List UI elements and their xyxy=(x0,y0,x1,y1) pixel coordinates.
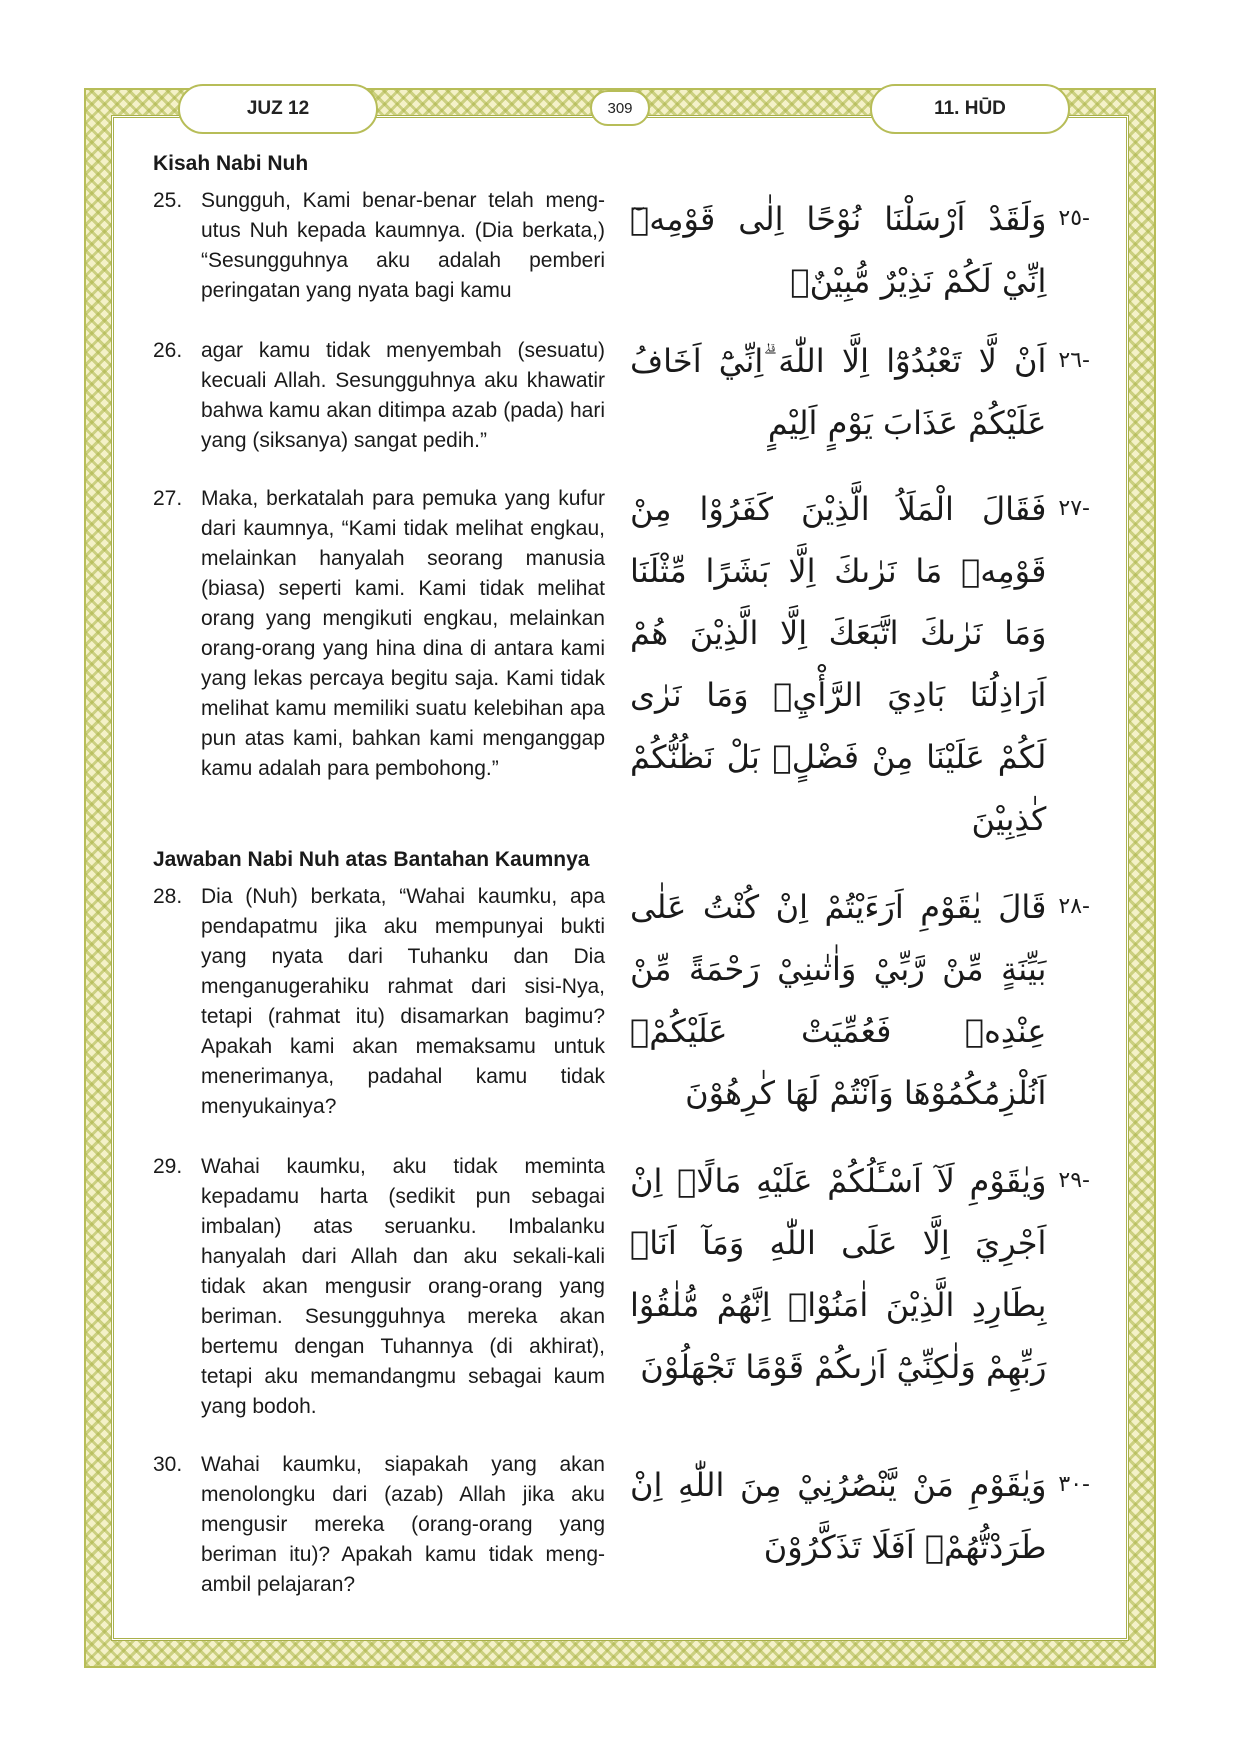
verse-number: 27. xyxy=(153,487,183,510)
verse-number: 28. xyxy=(153,885,183,908)
arabic-verse-text: وَيٰقَوْمِ مَنْ يَّنْصُرُنِيْ مِنَ اللّٰهِ اِنْ طَرَدْتُّهُمْۗ اَفَلَا تَذَكَّرُوْنَ xyxy=(630,1466,1047,1566)
arabic-verse-29 xyxy=(630,1150,1090,1398)
translation-verse-30 xyxy=(153,1450,605,1600)
arabic-verse-number: -٢٨ xyxy=(1058,894,1090,919)
surah-label: 11. HŪD xyxy=(870,84,1070,134)
section-heading-jawaban-nabi-nuh: Jawaban Nabi Nuh atas Bantahan Kaumnya xyxy=(153,848,590,871)
translation-verse-28 xyxy=(153,882,605,1122)
translation-verse-25 xyxy=(153,186,605,306)
arabic-verse-number: -٢٦ xyxy=(1058,348,1090,373)
verse-translation: Maka, berkatalah para pemuka yang kufur dari kaumnya, “Kami tidak melihat engkau, melainkan hanyalah seorang manusia (biasa) seperti kami. Kami tidak melihat orang yang mengikuti engkau, melainkan orang-orang yang hina dina di antara kami yang lekas percaya begitu saja. Kami tidak melihat kamu memiliki suatu kelebihan apa pun atas kami, bahkan kami menganggap kamu adalah para pembohong.” xyxy=(201,487,605,780)
arabic-verse-text: فَقَالَ الْمَلَاُ الَّذِيْنَ كَفَرُوْا مِنْ قَوْمِهٖ مَا نَرٰىكَ اِلَّا بَشَرًا مِّثْلَنَا وَمَا نَرٰىكَ اتَّبَعَكَ اِلَّا الَّذِيْنَ هُمْ اَرَاذِلُنَا بَادِيَ الرَّأْيِۚ وَمَا نَرٰى لَكُمْ عَلَيْنَا مِنْ فَضْلٍۢ بَلْ نَظُنُّكُمْ كٰذِبِيْنَ xyxy=(630,490,1047,838)
verse-translation: Wahai kaumku, siapakah yang akan menolongku dari (azab) Allah jika aku mengusir mereka (orang-orang yang beriman itu)? Apakah kamu tidak meng-ambil pelajaran? xyxy=(201,1453,605,1596)
verse-number: 30. xyxy=(153,1453,183,1476)
arabic-verse-30 xyxy=(630,1454,1090,1578)
arabic-verse-text: وَلَقَدْ اَرْسَلْنَا نُوْحًا اِلٰى قَوْمِهٖٓ اِنِّيْ لَكُمْ نَذِيْرٌ مُّبِيْنٌۙ xyxy=(630,200,1047,300)
verse-translation: Dia (Nuh) berkata, “Wahai kaumku, apa pendapatmu jika aku mempunyai bukti yang nyata dari Tuhanku dan Dia menganugerahiku rahmat dari sisi-Nya, tetapi (rahmat itu) disamarkan bagimu? Apakah kami akan memaksamu untuk menerimanya, padahal kamu tidak menyukainya? xyxy=(201,885,605,1118)
translation-verse-27 xyxy=(153,484,605,784)
arabic-verse-27 xyxy=(630,478,1090,850)
translation-verse-29 xyxy=(153,1152,605,1422)
arabic-verse-number: -٢٩ xyxy=(1058,1168,1090,1193)
page-number: 309 xyxy=(590,90,650,126)
translation-verse-26 xyxy=(153,336,605,456)
verse-number: 26. xyxy=(153,339,183,362)
arabic-verse-text: قَالَ يٰقَوْمِ اَرَءَيْتُمْ اِنْ كُنْتُ عَلٰى بَيِّنَةٍ مِّنْ رَّبِّيْ وَاٰتٰىنِيْ رَحْمَةً مِّنْ عِنْدِهٖ فَعُمِّيَتْ عَلَيْكُمْۗ اَنُلْزِمُكُمُوْهَا وَاَنْتُمْ لَهَا كٰرِهُوْنَ xyxy=(630,888,1047,1112)
juz-label: JUZ 12 xyxy=(178,84,378,134)
verse-number: 29. xyxy=(153,1155,183,1178)
arabic-verse-26 xyxy=(630,330,1090,454)
arabic-verse-text: اَنْ لَّا تَعْبُدُوْٓا اِلَّا اللّٰهَ ۗاِنِّيْٓ اَخَافُ عَلَيْكُمْ عَذَابَ يَوْمٍ اَلِيْمٍ xyxy=(630,342,1047,442)
section-heading-kisah-nabi-nuh: Kisah Nabi Nuh xyxy=(153,152,309,175)
arabic-verse-25 xyxy=(630,188,1090,312)
arabic-verse-number: -٢٧ xyxy=(1058,496,1090,521)
verse-translation: Wahai kaumku, aku tidak meminta kepadamu harta (sedikit pun sebagai imbalan) atas seruanku. Imbalanku hanyalah dari Allah dan aku sekali-kali tidak akan mengusir orang-orang yang beriman. Sesungguhnya mereka akan bertemu dengan Tuhannya (di akhirat), tetapi aku memandangmu sebagai kaum yang bodoh. xyxy=(201,1155,605,1418)
verse-translation: Sungguh, Kami benar-benar telah meng-utus Nuh kepada kaumnya. (Dia berkata,) “Sesungguhnya aku adalah pemberi peringatan yang nyata bagi kamu xyxy=(201,189,605,302)
arabic-verse-number: -٢٥ xyxy=(1058,206,1090,231)
arabic-verse-text: وَيٰقَوْمِ لَآ اَسْـَٔلُكُمْ عَلَيْهِ مَالًاۗ اِنْ اَجْرِيَ اِلَّا عَلَى اللّٰهِ وَمَآ اَنَا۠ بِطَارِدِ الَّذِيْنَ اٰمَنُوْاۗ اِنَّهُمْ مُّلٰقُوْا رَبِّهِمْ وَلٰكِنِّيْٓ اَرٰىكُمْ قَوْمًا تَجْهَلُوْنَ xyxy=(630,1162,1047,1386)
arabic-verse-number: -٣٠ xyxy=(1058,1472,1090,1497)
arabic-verse-28 xyxy=(630,876,1090,1124)
verse-number: 25. xyxy=(153,189,183,212)
verse-translation: agar kamu tidak menyembah (sesuatu) kecuali Allah. Sesungguhnya aku khawatir bahwa kamu akan ditimpa azab (pada) hari yang (siksanya) sangat pedih.” xyxy=(201,339,605,452)
